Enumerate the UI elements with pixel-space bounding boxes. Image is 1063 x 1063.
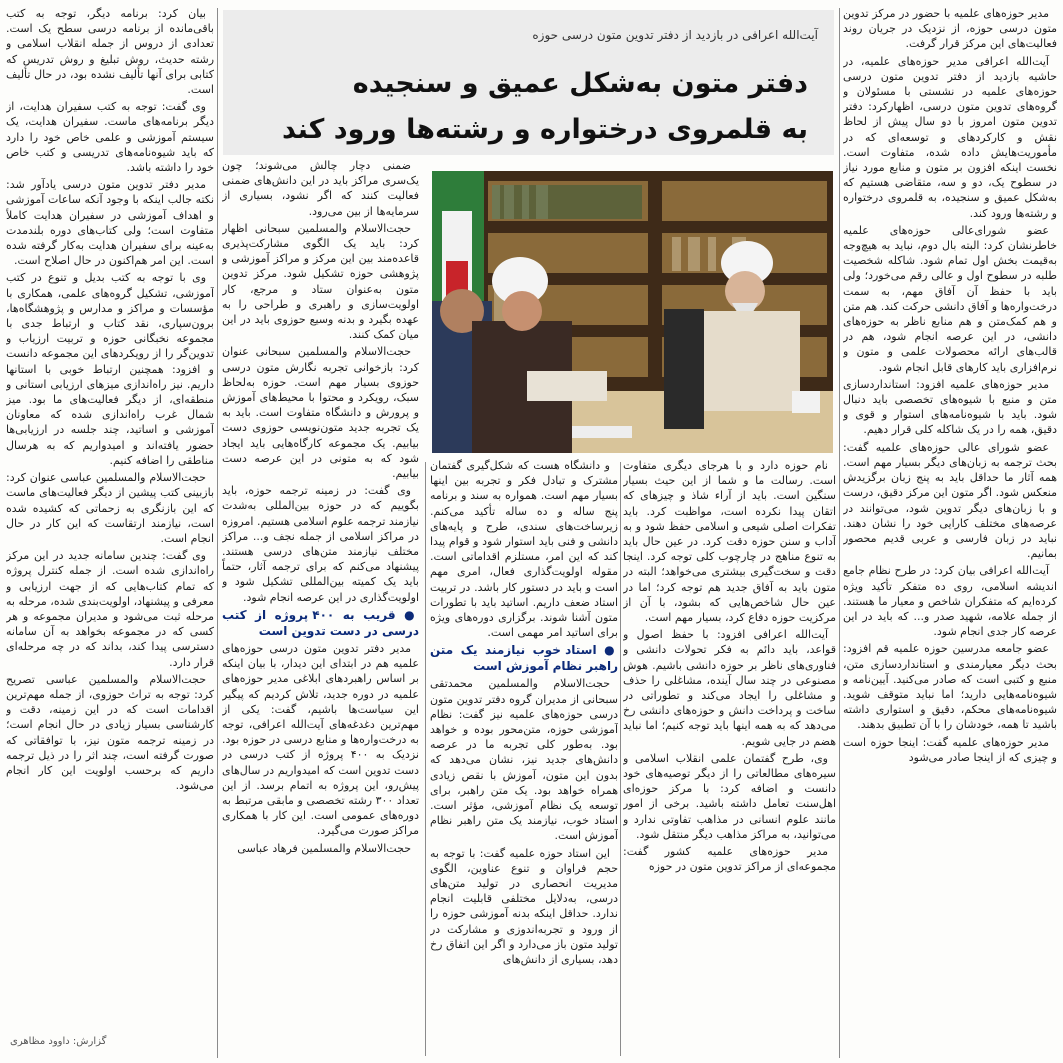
bullet-icon: ● [395,607,419,622]
paragraph: مدیر حوزه‌های علمیه افزود: استانداردسازی متن و منبع با شیوه‌های تخصصی باید دنبال شود. باید با شیوه‌نامه‌های استوار و قوی و دقیق، همه را در یک شاکله کلی قرار دهیم. [843,377,1057,437]
headline-box [223,10,834,155]
paragraph: وی گفت: در زمینه ترجمه حوزه، باید بگوییم که در حوزه بین‌المللی به‌شدت نیازمند ترجمه علوم اسلامی هستیم. امروزه در مراکز اسلامی از جمله نجف و... مراکز مختلف نیازمند متن‌های درسی هستند. پیشنهاد می‌کنم که برای ترجمه آثار، حتماً باید یک کمیته بین‌المللی تشکیل شود و اولویت‌گذاری در این عرصه انجام شود. [222,484,419,604]
bullet-icon: ● [596,643,618,658]
article-column-2 [623,458,836,1056]
headline-line-1: دفتر متون به‌شکل عمیق و سنجیده [352,68,808,99]
paragraph: عضو شورای عالی حوزه‌های علمیه گفت: بحث ترجمه به زبان‌های دیگر بسیار مهم است. همه آثار ما حداقل باید به پنج زبان برگزیدش منعکس شود. اگر متون این مرکز دقیق، درست و با زبان‌های دیگر تدوین شود، می‌توانند در عرصه‌های مختلف کارایی خود را نشان دهند. نباید در زبان فارسی و عربی قدیم محصور بمانیم. [843,440,1057,561]
article-column-5 [6,6,214,1030]
paragraph: آیت‌الله اعرافی افزود: با حفظ اصول و قواعد، باید دائم به فکر تحولات دانشی و فناوری‌های ناظر بر حوزه دانشی باشیم. هوش مصنوعی در چند سال آینده، مشاغلی را حذف و مشاغلی را ایجاد می‌کند و تطوراتی در ساخت و پرداخت دانش و حوزه‌های دانشی رخ می‌دهد که به همه اینها باید توجه کنیم؛ اما نباید هضم در جایی شویم. [623,628,836,748]
meeting-photo [432,171,833,453]
paragraph: وی با توجه به کتب بدیل و تنوع در کتب آموزشی، تشکیل گروه‌های علمی، همکاری با مؤسسات و مراکز و مدارس و پژوهشگاه‌ها، برون‌سپاری، نقد کتاب و ارتباط جدی با مجموعه نخبگانی حوزه و تربیت ارزیاب و تدوین‌گر را از رویکردهای این مجموعه دانست و افزود: همچنین ارتباط خوبی با استانها داریم. نیز راه‌اندازی میزهای ارزیابی استانی و منطقه‌ای، از دیگر فعالیت‌های ما بود. میز شمال غرب راه‌اندازی شده که معاونان آموزشی و اساتید، چند جلسه در ارزیابی‌ها حضور یافته‌اند و امیدواریم که به هرسال مناطقی را اضافه کنیم. [6,271,214,467]
paragraph: حجت‌الاسلام والمسلمین سبحانی اظهار کرد: باید یک الگوی مشارکت‌پذیری قاعده‌مند بین این مرکز و مراکز آموزشی و پژوهشی حوزه تشکیل شود. مرکز تدوین متون به‌عنوان ستاد و مرجع، کار اولویت‌سازی و راهبری و طراحی را به عهده بگیرد و بدنه وسیع حوزوی باید در این میان کمک کنند. [222,221,419,342]
paragraph: آیت‌الله اعرافی بیان کرد: در طرح نظام جامع اندیشه اسلامی، روی ده متفکر تأکید ویژه کرده‌ایم که متفکران شاخص و معیار ما هستند. از جمله علامه، شهید صدر و... که باید در این عرصه کار جدی انجام شود. [843,564,1057,639]
paragraph: مدیر دفتر تدوین متون درسی حوزه‌های علمیه هم در ابتدای این دیدار، با بیان اینکه بر اساس راهبردهای ابلاغی مدیر حوزه‌های علمیه در دوره جدید، تلاش کردیم که پیگیر این سیاست‌ها باشیم، گفت: یکی از مهم‌ترین دغدغه‌های آیت‌الله اعرافی، توجه به درخت‌واره‌ها و منابع درسی در حوزه بود. نزدیک به ۴۰۰ پروژه از کتب درسی در دست تدوین است که امیدواریم در سال‌های پیش‌رو، این پروژه به اتمام برسد. از این تعداد ۳۰۰ رشته تخصصی و مابقی مرتبط به دوره‌های عمومی است. این کار با همکاری مراکز صورت می‌گیرد. [222,641,419,838]
subheading [430,642,618,674]
paragraph: عضو جامعه مدرسین حوزه علمیه قم افزود: بحث دیگر معیارمندی و استانداردسازی متن، منبع و کتبی است که صادر می‌کنید. آیین‌نامه و شیوه‌نامه‌هایی دارید؛ اما نباید متوقف شوید. شیوه‌نامه‌های محکم، دقیق و استواری داشته باشید تا همه، خودشان را با آن تطبیق بدهند. [843,642,1057,732]
kicker: آیت‌الله اعرافی در بازدید از دفتر تدوین متون درسی حوزه [532,28,818,42]
column-rule [839,8,840,1058]
paragraph: حجت‌الاسلام والمسلمین فرهاد عباسی [237,841,411,855]
paragraph: وی گفت: چندین سامانه جدید در این مرکز راه‌اندازی شده است. از جمله کنترل پروژه که تمام کتاب‌هایی که از جهت ارزیابی و معرفی و پیشنهاد، اولویت‌بندی شده، مرحله به مرحله ثبت می‌شود و مدیران مجموعه و هر کسی که در مجموعه بخواهد به آن سامانه دسترسی پیدا کند، بداند که در چه مرحله‌ای قرار دارد. [6,549,214,669]
paragraph: وی گفت: توجه به کتب سفیران هدایت، از دیگر برنامه‌های ماست. سفیران هدایت، یک سیستم آموزشی و علمی خاص خود را دارد که باید شیوه‌نامه‌های تدریسی و کتب خاص خود را داشته باشد. [6,100,214,175]
paragraph: این استاد حوزه علمیه گفت: با توجه به حجم فراوان و تنوع عناوین، الگوی مدیریت انحصاری در تولید متن‌های درسی، به‌دلایل مختلفی قابلیت انجام ندارد. حداقل اینکه بدنه آموزشی حوزه را از ورود و تجربه‌اندوزی و مشارکت در تولید متون باز می‌دارد و اگر این اتفاق رخ دهد، بسیاری از دانش‌های [430,846,618,967]
column-rule [425,462,426,1056]
headline-line-2: به قلمروی درختواره و رشته‌ها ورود کند [282,114,808,145]
paragraph: مدیر حوزه‌های علمیه با حضور در مرکز تدوین متون درسی حوزه، از نزدیک در جریان روند فعالیت‌های این مرکز قرار گرفت. [843,7,1057,51]
paragraph: بیان کرد: برنامه دیگر، توجه به کتب باقی‌مانده از برنامه درسی سطح یک است. تعدادی از دروس از جمله انقلاب اسلامی و رشته حدیث، روش تبلیغ و روش تدریس که کتابی برای آنها تألیف نشده بود، در حال تألیف است. [6,7,214,97]
paragraph: حجت‌الاسلام والمسلمین محمدتقی سبحانی از مدیران گروه دفتر تدوین متون درسی حوزه‌های علمیه نیز گفت: نظام آموزشی حوزه، متن‌محور بوده و خواهد بود. به‌طور کلی تجربه ما در عرصه دانش‌های جدید نیز، نشان می‌دهد که بدون این متون، آموزش با نقص زیادی همراه خواهد بود. یک متن راهبر، برای توسعه یک نظام آموزشی، مؤثر است. استاد خوب، نیازمند یک متن راهبر نظام آموزش است. [430,677,618,843]
subheading-text: قریب به ۴۰۰ پروژه از کتب درسی در دست تدوین است [222,607,419,638]
column-rule [217,8,218,1058]
column-rule [620,462,621,1056]
article-column-1 [843,6,1057,1056]
paragraph: ضمنی دچار چالش می‌شوند؛ چون یک‌سری مراکز باید در این دانش‌های ضمنی فعالیت کنند که اگر نشود، بسیاری از سرمایه‌ها از بین می‌رود. [222,159,419,218]
subheading-text: استاد خوب نیازمند یک متن راهبر نظام آموزش است [430,643,618,674]
article-column-4 [222,158,419,1056]
paragraph: مدیر حوزه‌های علمیه کشور گفت: مجموعه‌ای از مراکز تدوین متون در حوزه [623,845,836,874]
article-column-3 [430,458,618,1056]
paragraph: وی، طرح گفتمان علمی انقلاب اسلامی و سیره‌های مطالعاتی را از دیگر توصیه‌های خود دانست و اضافه کرد: با مرکز حوزه‌ای اهل‌سنت تعامل داشته باشید. برخی از امور مانند علوم انسانی در مذاهب تفاوتی ندارد و می‌توانید، به مراکز مذاهب دیگر منتقل شود. [623,751,836,841]
paragraph: مدیر دفتر تدوین متون درسی یادآور شد: نکته جالب اینکه با وجود آنکه ساعات آموزشی و اهداف آموزشی در سفیران هدایت کاملاً متفاوت است؛ ولی کتاب‌های دوره بلندمدت به‌عینه برای سفیران هدایت به‌کار گرفته شده است. این امر هم‌اکنون در حال اصلاح است. [6,178,214,268]
subheading [222,607,419,639]
report-credit: گزارش: داوود مظاهری [10,1036,107,1047]
paragraph: عضو شورای‌عالی حوزه‌های علمیه خاطرنشان کرد: البته بال دوم، نباید به هیچ‌وجه به‌قیمت بخش اول تمام شود. شاکله شخصیت طلبه در سطوح اول و عالی رقم می‌خورد؛ ولی باید با حفظ آن آفاق مهم، به سمت درخت‌واره‌ها و آفاق دانشی حرکت کند. هم متن و هم کمک‌متن و هم منابع ناظر به حوزه‌های دانشی، در این عرصه انجام شود، هم در قالب‌های ارائه محصولات علمی و متون و نرم‌افزاری باید کارهای قابل انجام شود. [843,223,1057,374]
paragraph: حجت‌الاسلام والمسلمین عباسی تصریح کرد: توجه به تراث حوزوی، از جمله مهم‌ترین اقدامات است که در این زمینه، دقت و کارشناسی بسیار زیادی در حال انجام است؛ در زمینه ترجمه متون نیز، با توافقاتی که صورت گرفته است، چند اثر را در ذیل ترجمه داریم که برحسب اولویت این کار انجام می‌شود. [6,672,214,793]
paragraph: نام حوزه دارد و با هرجای دیگری متفاوت است. رسالت ما و شما از این حیث بسیار سنگین است. باید از آراء شاذ و چیزهای که اتقان پیدا نکرده است، مواظبت کرد. باید تفکرات اصلی شیعی و اسلامی حفظ شود و به آداب و سنن حوزه دقت کرد. در عین حال باید به تنوع مناهج در چارچوب کلی توجه کرد. اینجا دقت و سخت‌گیری بیشتری می‌خواهد؛ البته در متون باید به آفاق جدید هم توجه کرد؛ اما در عین حال شاخص‌هایی که بشود، با آن از مرکزیت حوزه دفاع کرد، بسیار مهم است. [623,459,836,625]
paragraph: حجت‌الاسلام والمسلمین سبحانی عنوان کرد: بازخوانی تجربه نگارش متون درسی حوزوی بسیار مهم است. حوزه به‌لحاظ سبک، رویکرد و محتوا با محیط‌های آموزش و پرورش و دانشگاه متفاوت است. باید به یک تجربه جدید متون‌نویسی حوزوی دست بیابیم. یک مجموعه کارگاه‌هایی باید ایجاد شود که به متونی در این عرصه دست بیابیم. [222,345,419,481]
paragraph: آیت‌الله اعرافی مدیر حوزه‌های علمیه، در حاشیه بازدید از دفتر تدوین متون درسی حوزه‌های علمیه در نشستی با مسئولان و گروه‌های تدوین متون درسی، اظهارکرد: دفتر تدوین متون امروز با دو سال پیش از لحاظ نقش و کارکردهای و توسعه‌ای که در مأموریت‌هایش داده شده، متفاوت است. نخست اینکه افزون بر متون و منابع مورد نیاز در سطوح یک، دو و سه، متقاضی هستیم که به‌شکل عمیق و سنجیده، به قلمروی درختواره و رشته‌ها ورود کند. [843,54,1057,220]
paragraph: حجت‌الاسلام والمسلمین عباسی عنوان کرد: بازبینی کتب پیشین از دیگر فعالیت‌های ماست که این بازنگری به زحماتی که کشیده شده است، نیازمند ارتقاست که این کار در حال انجام است. [6,471,214,545]
paragraph: مدیر حوزه‌های علمیه گفت: اینجا حوزه است و چیزی که از اینجا صادر می‌شود [843,735,1057,764]
paragraph: و دانشگاه هست که شکل‌گیری گفتمان مشترک و تبادل فکر و تجربه بین اینها بسیار مهم است. همواره به سند و برنامه پنج ساله و ده ساله تأکید می‌کنم. زیرساخت‌های سندی، طرح و پایه‌های دانشی و فنی باید استوار شود و قوام پیدا کند که این امر، مستلزم اقداماتی است. مقوله اولویت‌گذاری فعال، امری مهم است و باید در دستور کار باشد. در تربیت استاد ضعف داریم. اساتید باید با تطورات متون آشنا شوند. برگزاری دوره‌های ویژه برای اساتید امر مهمی است. [430,459,618,640]
